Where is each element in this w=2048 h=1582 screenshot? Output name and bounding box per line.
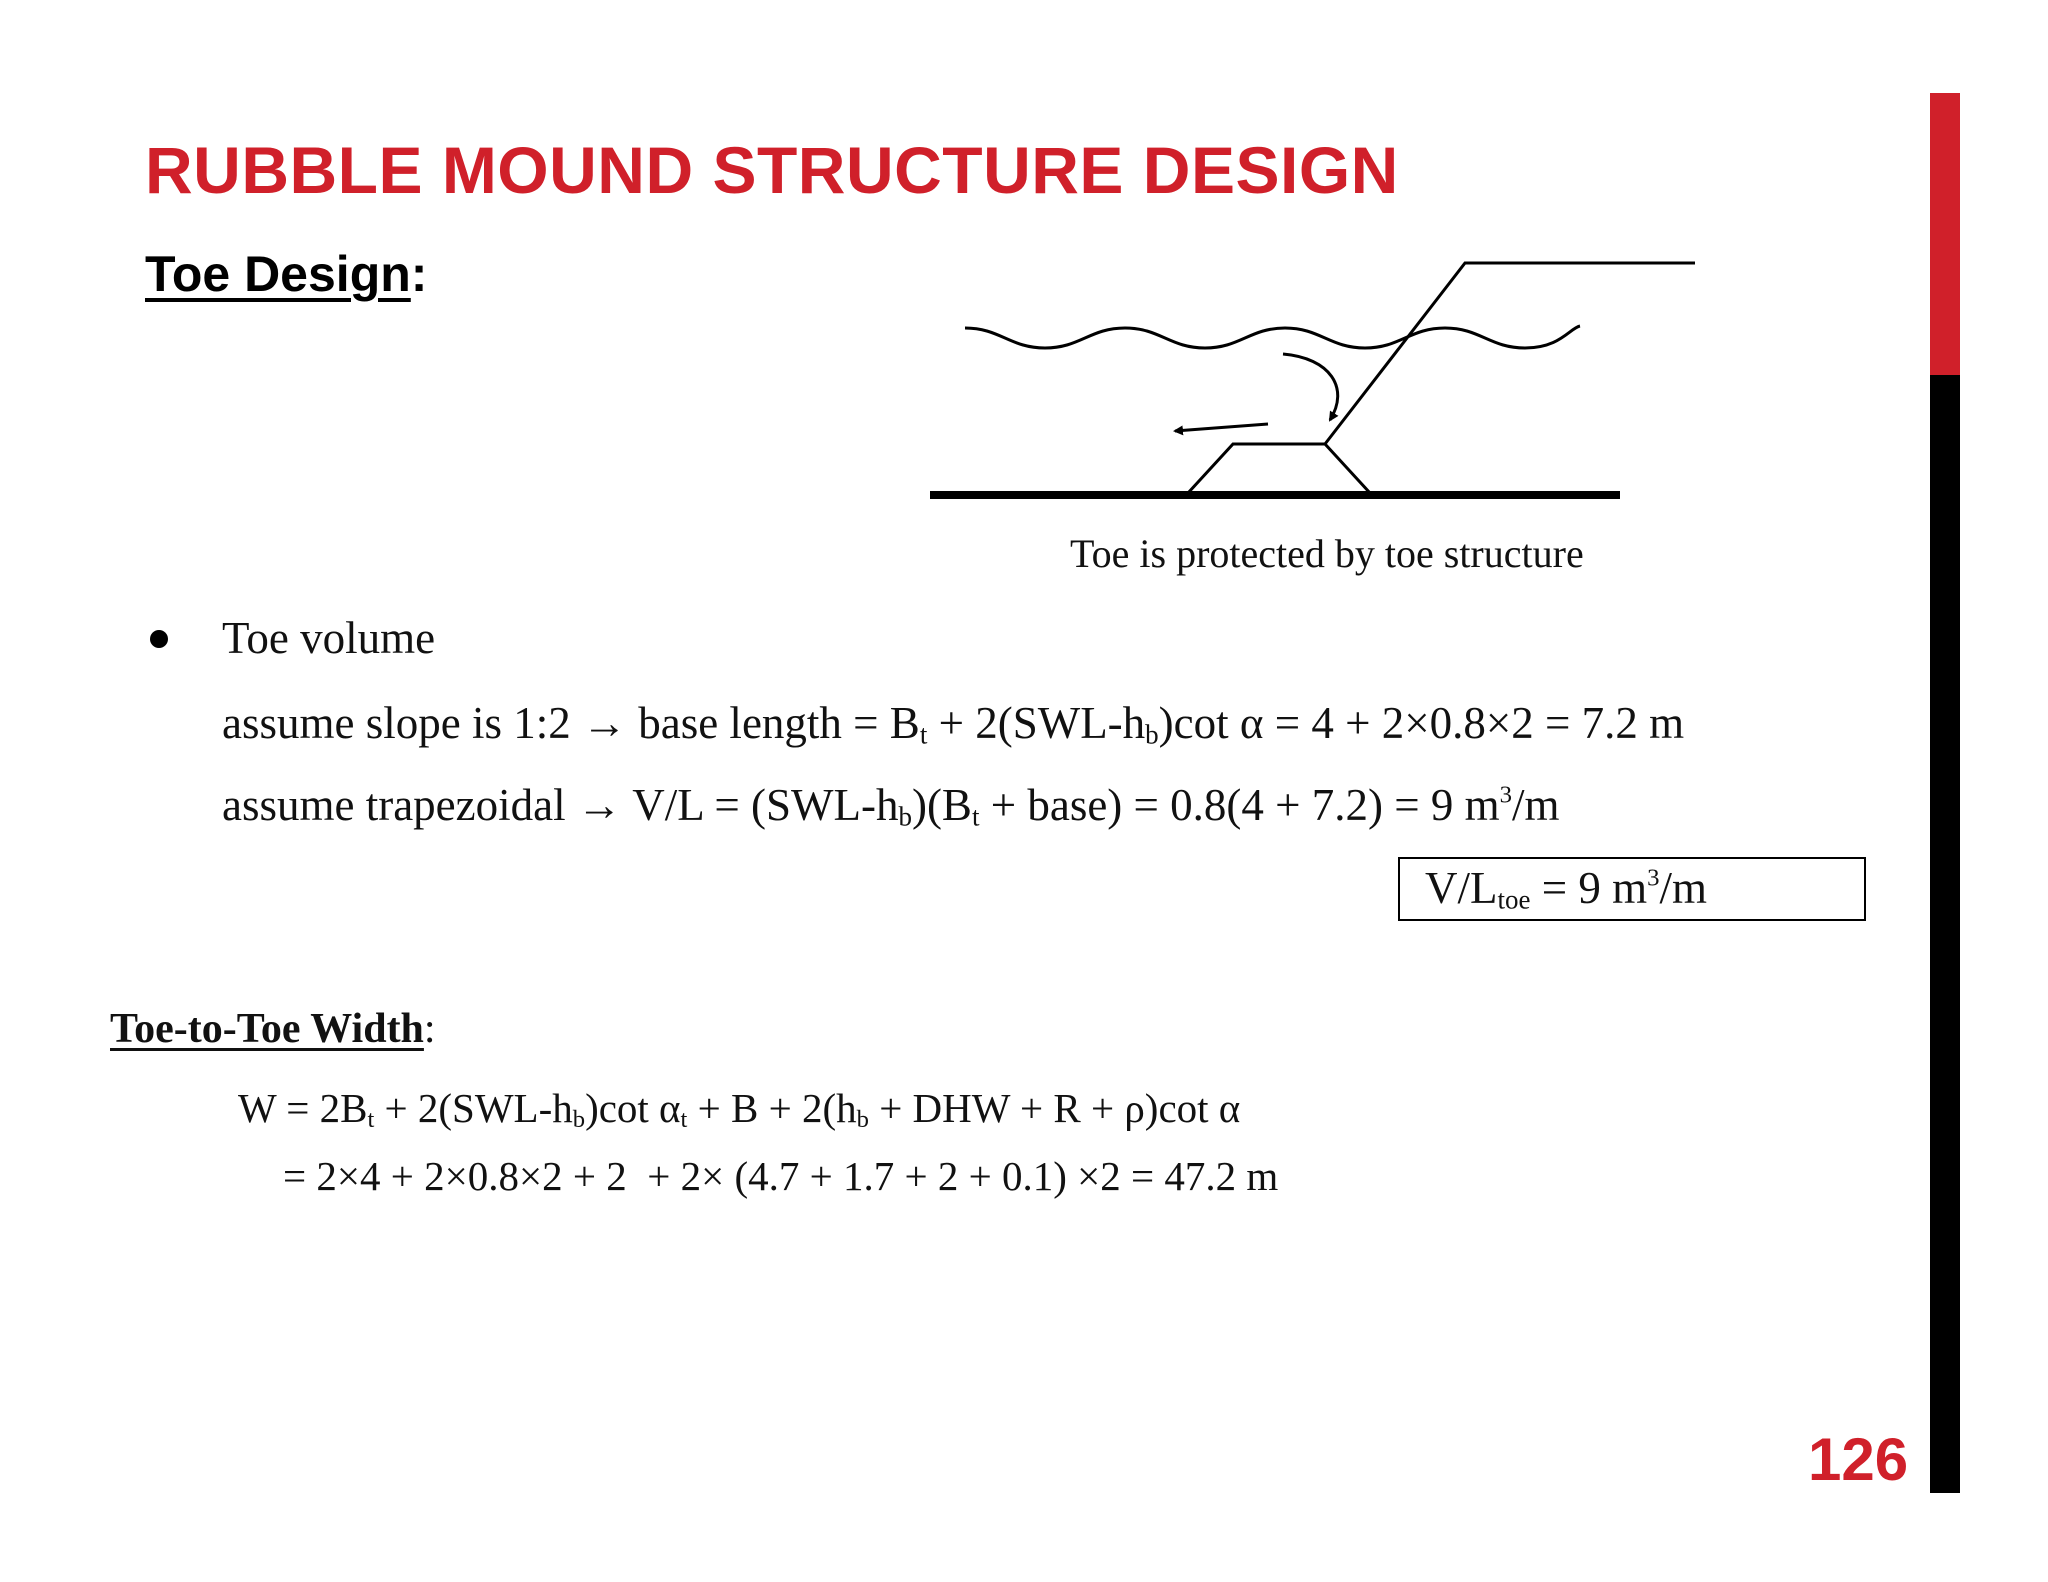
side-bar-red	[1930, 93, 1960, 375]
toe-structure	[1188, 444, 1370, 493]
toe-to-toe-heading-text: Toe-to-Toe Width	[110, 1006, 424, 1052]
wave-curved-arrow	[1283, 354, 1338, 420]
water-surface-wave	[965, 326, 1580, 348]
width-calculation: = 2×4 + 2×0.8×2 + 2 + 2× (4.7 + 1.7 + 2 + 0.1) ×2 = 47.2 m	[283, 1153, 1279, 1199]
base-length-equation	[222, 697, 1684, 750]
eq1-sub-b: b	[1145, 719, 1159, 750]
side-bar-black	[1930, 375, 1960, 1493]
w1-sub-t: t	[367, 1105, 375, 1133]
w1-part-a: W = 2B	[238, 1085, 368, 1131]
w1-part-e: + DHW + R + ρ)cot α	[868, 1085, 1241, 1131]
eq1-part-c: )cot α = 4 + 2×0.8×2 = 7.2 m	[1158, 698, 1685, 748]
eq1-part-a: assume slope is 1:2 → base length = B	[222, 698, 920, 748]
w1-part-d: + B + 2(h	[687, 1085, 857, 1131]
eq2-sup-3: 3	[1499, 781, 1513, 809]
eq2-part-b: )(B	[911, 780, 972, 830]
w1-part-c: )cot α	[585, 1085, 681, 1131]
eq2-sub-t: t	[971, 801, 980, 832]
bullet-toe-volume: Toe volume	[222, 613, 436, 663]
result-sub-toe: toe	[1497, 884, 1531, 915]
w1-sub-b2: b	[856, 1105, 869, 1133]
bullet-dot	[150, 630, 168, 648]
toe-design-heading-text: Toe Design	[145, 246, 411, 302]
toe-to-toe-heading-colon: :	[423, 1006, 436, 1052]
structure-slope-line	[1325, 263, 1695, 444]
width-equation	[238, 1084, 1240, 1134]
eq2-sub-b: b	[898, 801, 912, 832]
result-part-a: V/L	[1425, 863, 1498, 913]
w1-sub-t2: t	[680, 1105, 688, 1133]
result-volume-text	[1425, 862, 1707, 915]
w1-part-b: + 2(SWL-h	[374, 1085, 573, 1131]
result-sup-3: 3	[1647, 864, 1660, 892]
eq2-part-d: /m	[1512, 780, 1560, 830]
diagram-caption: Toe is protected by toe structure	[1070, 531, 1584, 576]
w1-sub-b: b	[572, 1105, 586, 1133]
eq2-part-a: assume trapezoidal → V/L = (SWL-h	[222, 780, 899, 830]
volume-equation	[222, 779, 1560, 832]
eq1-sub-t: t	[919, 719, 928, 750]
scour-flow-arrow	[1175, 424, 1268, 431]
result-part-b: = 9 m	[1530, 863, 1648, 913]
eq1-part-b: + 2(SWL-h	[927, 698, 1146, 748]
result-part-c: /m	[1659, 863, 1708, 913]
slide-title: RUBBLE MOUND STRUCTURE DESIGN	[145, 133, 1399, 207]
page-number: 126	[1808, 1426, 1909, 1493]
toe-to-toe-heading	[110, 1005, 436, 1053]
eq2-part-c: + base) = 0.8(4 + 7.2) = 9 m	[979, 780, 1500, 830]
toe-design-heading-colon: :	[410, 246, 428, 302]
